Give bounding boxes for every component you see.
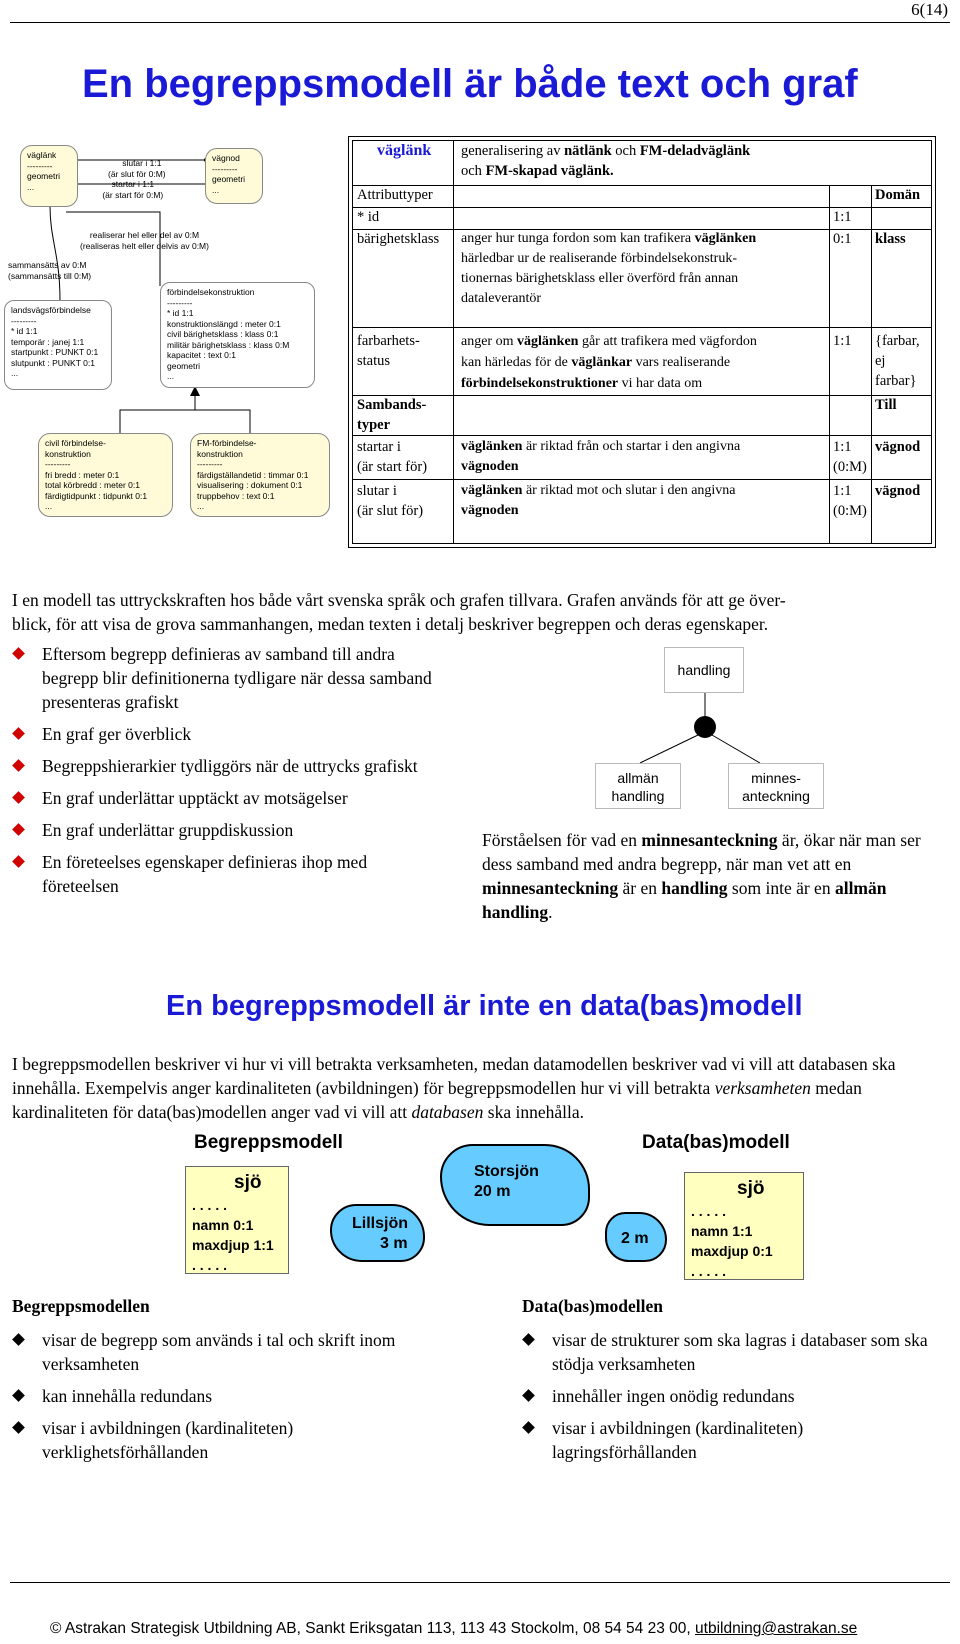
civil-line: färdigtidpunkt : tidpunkt 0:1: [45, 490, 148, 501]
connector-generalization: [120, 410, 250, 433]
text: väglänken: [694, 231, 757, 246]
label-line: (är start för 0:M): [102, 189, 164, 200]
text: väglänken: [461, 439, 523, 454]
lake-depth: 2 m: [621, 1230, 649, 1247]
text: är riktad från och startar i den angivna: [522, 439, 741, 454]
text: slutar i: [357, 483, 397, 499]
list-item: [12, 786, 442, 810]
entity-title: sjö: [234, 1172, 262, 1193]
text: vi har data om: [618, 376, 703, 391]
label-slutar-startar: [100, 158, 166, 200]
forbindelse-line: ---------: [167, 297, 193, 308]
text: är riktad mot och slutar i den angivna: [522, 483, 736, 498]
footer-rule: [10, 1582, 950, 1583]
vagnod-line: vägnod: [212, 153, 240, 163]
bar-domain: klass: [875, 231, 906, 247]
text: (0:M): [833, 459, 867, 475]
landsvag-line: * id 1:1: [11, 326, 38, 336]
text: tionernas bärighetsklass eller överförd från annan: [461, 271, 739, 286]
box-minnesanteckning: [728, 763, 824, 809]
fm-line: truppbehov : text 0:1: [197, 490, 275, 501]
benefits-list: [12, 642, 442, 906]
text: handling: [661, 878, 728, 898]
list-item: [12, 850, 442, 898]
right-compare-heading: Data(bas)modellen: [522, 1296, 663, 1316]
bullet-icon: [12, 855, 25, 868]
entity-line: . . . . .: [691, 1263, 727, 1279]
uml-class-vagnod: [205, 148, 263, 204]
landsvag-line: ...: [11, 368, 19, 378]
entity-line: . . . . .: [192, 1257, 228, 1273]
list-item: [12, 722, 442, 746]
landsvag-line: slutpunkt : PUNKT 0:1: [11, 357, 95, 368]
label-line: slutar i 1:1: [122, 158, 162, 168]
right-compare-list: [522, 1328, 952, 1472]
landsvag-line: temporär : janej 1:1: [11, 336, 85, 347]
intro-line: I en modell tas uttryckskraften hos både vårt svenska språk och grafen tillvara. Grafen används för att ge över-: [12, 590, 786, 610]
text: En graf underlättar upptäckt av motsägelser: [42, 788, 348, 808]
vagnod-line: ...: [212, 184, 220, 195]
model-paragraph: [12, 1052, 952, 1124]
attr-header: Attributtyper: [357, 187, 433, 203]
text: farbarhets-: [357, 333, 420, 349]
uml-class-fm: [190, 433, 330, 517]
connector-sammansatts: [50, 206, 60, 300]
text: En företeelses egenskaper definieras ihop med företeelsen: [42, 852, 368, 896]
entity-line: . . . . .: [192, 1197, 228, 1213]
vagnod-line: ---------: [212, 163, 238, 174]
bullet-icon: [522, 1389, 535, 1402]
start-card: [833, 437, 867, 477]
civil-line: ...: [45, 501, 53, 511]
generalization-dot: [694, 716, 716, 738]
entity-line: maxdjup 0:1: [691, 1243, 773, 1259]
label-line: (sammansätts till 0:M): [8, 270, 92, 281]
lake-figure: [0, 1130, 960, 1290]
entity-line: maxdjup 1:1: [192, 1237, 274, 1253]
text: minnesanteckning: [482, 878, 619, 898]
text: En graf underlättar gruppdiskussion: [42, 820, 294, 840]
list-item: [12, 818, 442, 842]
text: dataleverantör: [461, 291, 542, 306]
forbindelse-line: * id 1:1: [167, 308, 194, 318]
section-heading: En begreppsmodell är inte en data(bas)modell: [166, 990, 803, 1022]
text: väglänken: [516, 334, 579, 349]
box-handling: handling: [664, 647, 744, 693]
vaglank-line: ...: [27, 181, 35, 192]
landsvag-line: ---------: [11, 315, 37, 326]
slut-target: vägnod: [875, 483, 921, 499]
text: väglänken: [461, 483, 523, 498]
left-compare-list: [12, 1328, 442, 1472]
entity-sjo-data: [684, 1172, 804, 1280]
text: I begreppsmodellen beskriver vi hur vi vill betrakta verksamheten, medan datamodellen beskriver vad vi vill att databasen ska innehålla. Exempelvis anger kardinaliteten (avbildningen) för begreppsmodellen hur vi vill betrakta: [12, 1054, 896, 1098]
label-line: (är slut för 0:M): [108, 168, 166, 179]
left-model-title: Begreppsmodell: [194, 1132, 343, 1153]
slut-desc: [461, 481, 827, 521]
vaglank-line: väglänk: [27, 150, 57, 160]
text: Sambands-: [357, 397, 427, 413]
entity-sjo-begrepp: [185, 1166, 289, 1274]
text: Förståelsen för vad en: [482, 830, 642, 850]
text: går att trafikera med vägfordon: [578, 334, 757, 349]
bullet-icon: [12, 791, 25, 804]
samb-header: [357, 395, 426, 435]
text: innehåller ingen onödig redundans: [552, 1386, 795, 1406]
top-rule: [10, 22, 950, 23]
bullet-icon: [12, 647, 25, 660]
bullet-icon: [522, 1333, 535, 1346]
text: verksamheten: [714, 1078, 811, 1098]
entity-line: . . . . .: [691, 1203, 727, 1219]
lake-lillsjon: [330, 1204, 425, 1262]
list-item: [522, 1384, 952, 1408]
text: status: [357, 353, 391, 369]
text: vars realiserande: [632, 355, 731, 370]
text: .: [548, 902, 553, 922]
uml-class-vaglank: [20, 145, 78, 207]
text: förbindelsekonstruktioner: [461, 376, 619, 391]
text: 1:1: [833, 439, 852, 455]
farb-domain: [875, 331, 920, 391]
forbindelse-line: militär bärighetsklass : klass 0:M: [167, 339, 290, 350]
list-item: [522, 1328, 952, 1376]
lake-name: Lillsjön: [352, 1215, 408, 1232]
bullet-icon: [12, 1421, 25, 1434]
farb-desc: [461, 331, 827, 394]
bullet-icon: [12, 1389, 25, 1402]
text: anger hur tunga fordon som kan trafikera: [461, 231, 695, 246]
bullet-icon: [522, 1421, 535, 1434]
table-col-line: [871, 185, 872, 543]
table-col-line: [453, 141, 454, 543]
forbindelse-line: ...: [167, 371, 175, 381]
forbindelse-line: geometri: [167, 360, 201, 371]
text: anteckning: [742, 788, 810, 804]
table-row-line: [353, 479, 931, 480]
start-name: [357, 437, 427, 477]
fm-line: konstruktion: [197, 448, 243, 459]
text: ska innehålla.: [483, 1102, 584, 1122]
entity-title: sjö: [737, 1178, 765, 1199]
text: (är slut för): [357, 503, 424, 519]
bullet-icon: [12, 759, 25, 772]
farb-name: [357, 331, 420, 371]
text: Eftersom begrepp definieras av samband till andra begrepp blir definitionerna tydligare när dessa samband presenteras grafiskt: [42, 644, 432, 712]
text: anger om: [461, 334, 517, 349]
bullet-icon: [12, 1333, 25, 1346]
list-item: [522, 1416, 952, 1464]
fm-line: ---------: [197, 459, 223, 469]
list-item: [12, 754, 442, 778]
text: farbar}: [875, 373, 917, 389]
text: FM-deladväglänk: [639, 143, 751, 159]
text: kan innehålla redundans: [42, 1386, 213, 1406]
page-title: En begreppsmodell är både text och graf: [82, 62, 858, 106]
text: kan härledas för de: [461, 355, 572, 370]
lake-name: Storsjön: [474, 1163, 539, 1180]
text: och: [461, 163, 486, 179]
start-target: vägnod: [875, 439, 921, 455]
text: startar i: [357, 439, 401, 455]
understanding-paragraph: [482, 828, 952, 924]
text: visar de begrepp som används i tal och skrift inom verksamheten: [42, 1330, 396, 1374]
text: FM-skapad väglänk.: [485, 163, 614, 179]
lake-tiny: [605, 1212, 667, 1262]
civil-line: civil förbindelse-: [45, 438, 106, 448]
slut-card: [833, 481, 867, 521]
civil-line: ---------: [45, 459, 71, 469]
table-row-line: [353, 395, 931, 396]
attribute-table-inner: [352, 140, 932, 544]
bar-desc: [461, 229, 827, 309]
landsvag-line: startpunkt : PUNKT 0:1: [11, 347, 99, 357]
table-row-line: [353, 435, 931, 436]
text: nätlänk: [564, 143, 612, 159]
table-entity-desc: [461, 141, 821, 181]
footer-email-link[interactable]: utbildning@astrakan.se: [695, 1620, 858, 1637]
text: visar de strukturer som ska lagras i databaser som ska stödja verksamheten: [552, 1330, 928, 1374]
entity-line: namn 0:1: [192, 1217, 254, 1233]
table-entity-name: väglänk: [377, 142, 432, 159]
samb-till: Till: [875, 397, 897, 413]
bullet-icon: [12, 727, 25, 740]
farb-card: 1:1: [833, 333, 852, 349]
list-item: [12, 642, 442, 714]
text: {farbar,: [875, 333, 920, 349]
text: vägnoden: [461, 503, 519, 518]
box-allman-handling: [595, 763, 681, 809]
text: väglänkar: [571, 355, 633, 370]
civil-line: fri bredd : meter 0:1: [45, 469, 120, 480]
forbindelse-line: konstruktionslängd : meter 0:1: [167, 318, 281, 329]
id-name: * id: [357, 209, 380, 225]
forbindelse-line: civil bärighetsklass : klass 0:1: [167, 329, 279, 339]
fm-line: FM-förbindelse-: [197, 438, 257, 448]
text: (0:M): [833, 503, 867, 519]
list-item: [12, 1416, 442, 1464]
table-col-line: [829, 185, 830, 543]
forbindelse-line: förbindelsekonstruktion: [167, 287, 255, 297]
bullet-icon: [12, 823, 25, 836]
slut-name: [357, 481, 423, 521]
text: Begreppshierarkier tydliggörs när de uttrycks grafiskt: [42, 756, 418, 776]
text: allmän handling: [482, 878, 887, 922]
uml-class-landsvag: [4, 300, 112, 390]
fm-line: färdigställandetid : timmar 0:1: [197, 469, 309, 480]
fm-line: visualisering : dokument 0:1: [197, 480, 303, 490]
attribute-table: [348, 136, 936, 548]
text: databasen: [411, 1102, 484, 1122]
civil-line: total körbredd : meter 0:1: [45, 480, 140, 490]
label-line: (realiseras helt eller delvis av 0:M): [80, 240, 209, 251]
text: generalisering av: [461, 143, 565, 159]
landsvag-line: landsvägsförbindelse: [11, 305, 91, 315]
label-line: realiserar hel eller del av 0:M: [89, 230, 200, 240]
lake-depth: 3 m: [380, 1235, 408, 1252]
id-card: 1:1: [833, 209, 852, 225]
vaglank-line: geometri: [27, 171, 61, 181]
bar-name: bärighetsklass: [357, 231, 440, 247]
fm-line: ...: [197, 501, 205, 511]
text: som inte är en: [727, 878, 835, 898]
left-compare-heading: Begreppsmodellen: [12, 1296, 150, 1316]
lake-depth: 20 m: [474, 1183, 511, 1200]
text: visar i avbildningen (kardinaliteten) verklighetsförhållanden: [42, 1418, 294, 1462]
bar-card: 0:1: [833, 231, 852, 247]
footer: [50, 1620, 857, 1638]
vagnod-line: geometri: [212, 174, 246, 184]
table-row-line: [353, 185, 931, 186]
text: visar i avbildningen (kardinaliteten) lagringsförhållanden: [552, 1418, 804, 1462]
text: minnesanteckning: [641, 830, 778, 850]
civil-line: konstruktion: [45, 448, 91, 459]
text: minnes-: [751, 770, 801, 786]
text: ej: [875, 353, 886, 369]
uml-class-forbindelse: [160, 282, 315, 388]
right-model-title: Data(bas)modell: [642, 1132, 790, 1153]
handling-diagram: [590, 645, 850, 805]
start-desc: [461, 437, 827, 477]
lake-storsjon: [440, 1144, 590, 1226]
text: medan kardinaliteten för data(bas)modellen anger vad vi vill att: [12, 1078, 862, 1122]
text: handling: [611, 788, 665, 804]
text: (är start för): [357, 459, 428, 475]
list-item: [12, 1384, 442, 1408]
forbindelse-line: kapacitet : text 0:1: [167, 350, 236, 360]
concept-diagram: [0, 140, 345, 550]
label-line: startar i 1:1: [111, 179, 155, 189]
text: En graf ger överblick: [42, 724, 192, 744]
text: härledbar ur de realiserande förbindelsekonstruk-: [461, 251, 737, 266]
page-number: 6(14): [911, 0, 948, 19]
text: vägnoden: [461, 459, 519, 474]
label-sammansatts: [8, 260, 91, 281]
table-row-line: [353, 327, 931, 328]
domain-header: Domän: [875, 187, 921, 203]
text: allmän: [617, 770, 659, 786]
intro-paragraph: [12, 588, 952, 636]
entity-line: namn 1:1: [691, 1223, 753, 1239]
text: typer: [357, 417, 391, 433]
footer-text: © Astrakan Strategisk Utbildning AB, Sankt Eriksgatan 113, 113 43 Stockolm, 08 54 54 23 00,: [50, 1620, 696, 1637]
label-realiserar: [80, 230, 209, 251]
vaglank-line: ---------: [27, 160, 53, 171]
list-item: [12, 1328, 442, 1376]
text: 1:1: [833, 483, 852, 499]
text: är en: [618, 878, 662, 898]
text: och: [611, 143, 640, 159]
intro-line: blick, för att visa de grova sammanhangen, medan texten i detalj beskriver begreppen och deras egenskaper.: [12, 614, 769, 634]
uml-class-civil: [38, 433, 173, 517]
label-line: sammansätts av 0:M: [8, 260, 87, 270]
text: är, ökar när man ser dess samband med andra begrepp, när man vet att en: [482, 830, 921, 874]
